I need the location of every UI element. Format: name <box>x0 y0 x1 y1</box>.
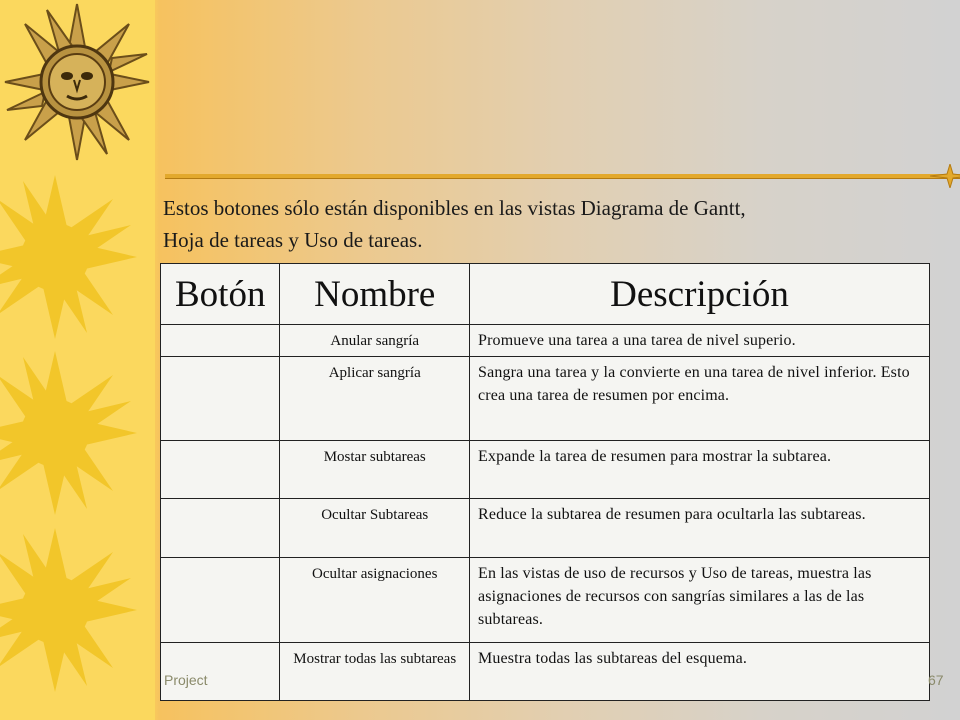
table-row <box>161 441 930 499</box>
header-descripcion: Descripción <box>470 264 930 325</box>
title-rule <box>165 174 960 179</box>
row-name: Mostar subtareas <box>280 441 470 499</box>
table-row <box>161 499 930 558</box>
table-row <box>161 558 930 643</box>
header-nombre: Nombre <box>280 264 470 325</box>
left-decor-strip <box>0 0 155 720</box>
table-header-row <box>161 264 930 325</box>
row-name: Mostrar todas las subtareas <box>280 643 470 701</box>
row-description: Promueve una tarea a una tarea de nivel superio. <box>470 325 930 357</box>
header-boton: Botón <box>161 264 280 325</box>
intro-line-2: Hoja de tareas y Uso de tareas. <box>163 228 423 252</box>
button-cell <box>161 499 280 558</box>
sun-icon <box>0 348 140 518</box>
row-description: Expande la tarea de resumen para mostrar la subtarea. <box>470 441 930 499</box>
rule-sparkle-icon <box>930 164 960 188</box>
button-cell <box>161 441 280 499</box>
row-description: En las vistas de uso de recursos y Uso de tareas, muestra las asignaciones de recursos con sangrías similares a las de las subtareas. <box>470 558 930 643</box>
table-row <box>161 643 930 701</box>
sun-face-icon <box>2 2 152 162</box>
sun-icon <box>0 525 140 695</box>
intro-text <box>163 192 943 256</box>
row-name: Ocultar Subtareas <box>280 499 470 558</box>
slide-number: 67 <box>928 672 944 688</box>
button-cell <box>161 558 280 643</box>
button-cell <box>161 357 280 441</box>
table-row <box>161 325 930 357</box>
row-description: Sangra una tarea y la convierte en una tarea de nivel inferior. Esto crea una tarea de resumen por encima. <box>470 357 930 441</box>
button-cell <box>161 325 280 357</box>
row-description: Reduce la subtarea de resumen para ocultarla las subtareas. <box>470 499 930 558</box>
row-name: Aplicar sangría <box>280 357 470 441</box>
row-name: Anular sangría <box>280 325 470 357</box>
row-name: Ocultar asignaciones <box>280 558 470 643</box>
footer-title: Project <box>164 672 208 688</box>
table-row <box>161 357 930 441</box>
buttons-table <box>160 263 930 701</box>
sun-icon <box>0 172 140 342</box>
row-description: Muestra todas las subtareas del esquema. <box>470 643 930 701</box>
intro-line-1: Estos botones sólo están disponibles en las vistas Diagrama de Gantt, <box>163 196 746 220</box>
